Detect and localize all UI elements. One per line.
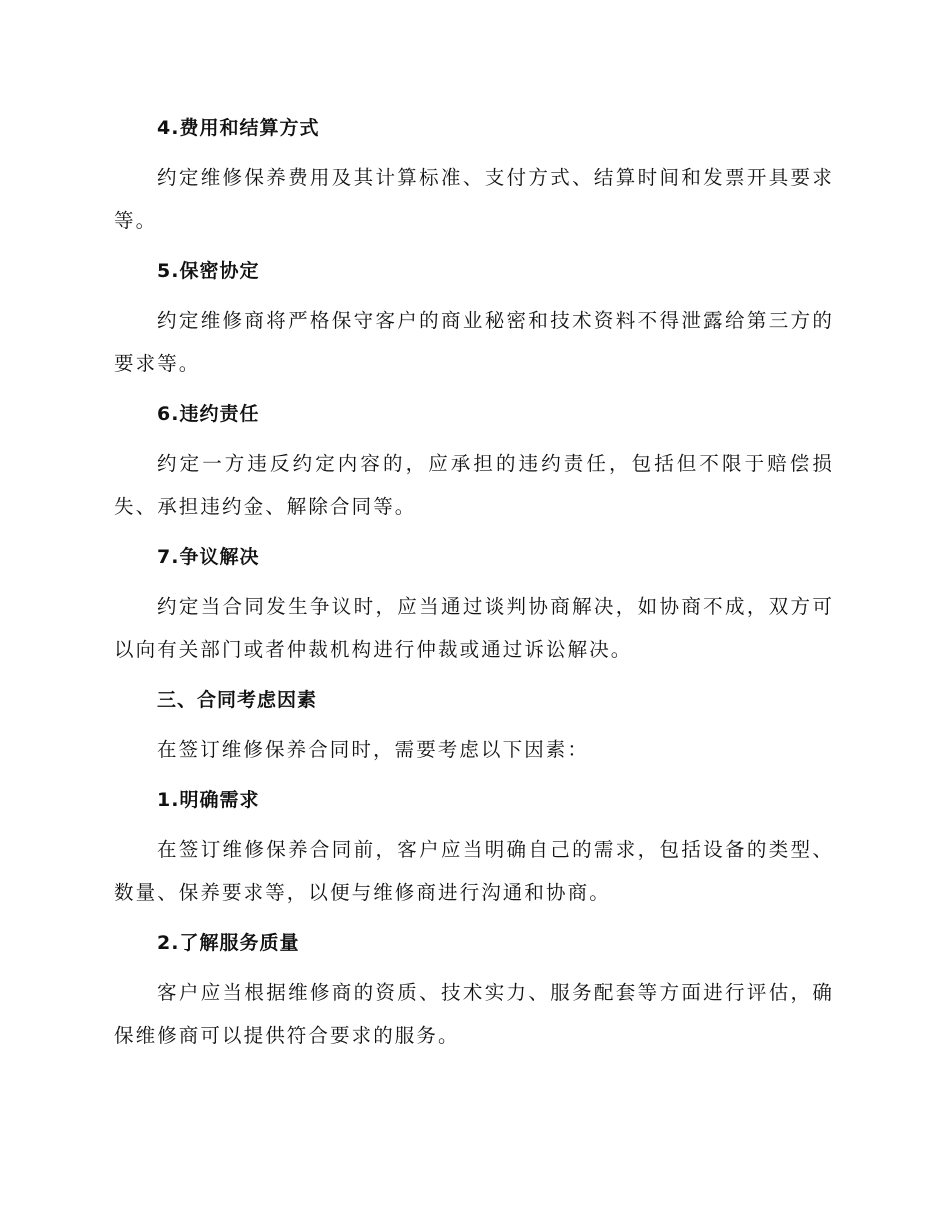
section-paragraph: 约定当合同发生争议时，应当通过谈判协商解决，如协商不成，双方可以向有关部门或者仲裁机构进行仲裁或通过诉讼解决。 (114, 595, 834, 661)
section-heading: 4.费用和结算方式 (157, 117, 320, 139)
section-paragraph: 在签订维修保养合同前，客户应当明确自己的需求，包括设备的类型、数量、保养要求等，以便与维修商进行沟通和协商。 (114, 838, 834, 904)
section-paragraph: 约定一方违反约定内容的，应承担的违约责任，包括但不限于赔偿损失、承担违约金、解除合同等。 (114, 452, 834, 518)
section-dispute (114, 537, 834, 671)
section-paragraph: 约定维修商将严格保守客户的商业秘密和技术资料不得泄露给第三方的要求等。 (114, 309, 834, 375)
section-paragraph: 在签订维修保养合同时，需要考虑以下因素： (157, 738, 590, 761)
section-heading: 5.保密协定 (157, 260, 260, 282)
section-requirements (114, 780, 834, 914)
section-service-quality (114, 923, 834, 1057)
section-paragraph: 约定维修保养费用及其计算标准、支付方式、结算时间和发票开具要求等。 (114, 166, 834, 232)
section-heading: 6.违约责任 (157, 403, 260, 425)
section-liability (114, 394, 834, 528)
document-body (114, 108, 834, 1066)
section-considerations (114, 680, 834, 771)
section-fees (114, 108, 834, 242)
section-paragraph: 客户应当根据维修商的资质、技术实力、服务配套等方面进行评估，确保维修商可以提供符合要求的服务。 (114, 981, 834, 1047)
section-confidentiality (114, 251, 834, 385)
section-heading: 三、合同考虑因素 (157, 689, 318, 711)
section-heading: 7.争议解决 (157, 546, 260, 568)
section-heading: 2.了解服务质量 (157, 932, 300, 954)
section-heading: 1.明确需求 (157, 789, 260, 811)
